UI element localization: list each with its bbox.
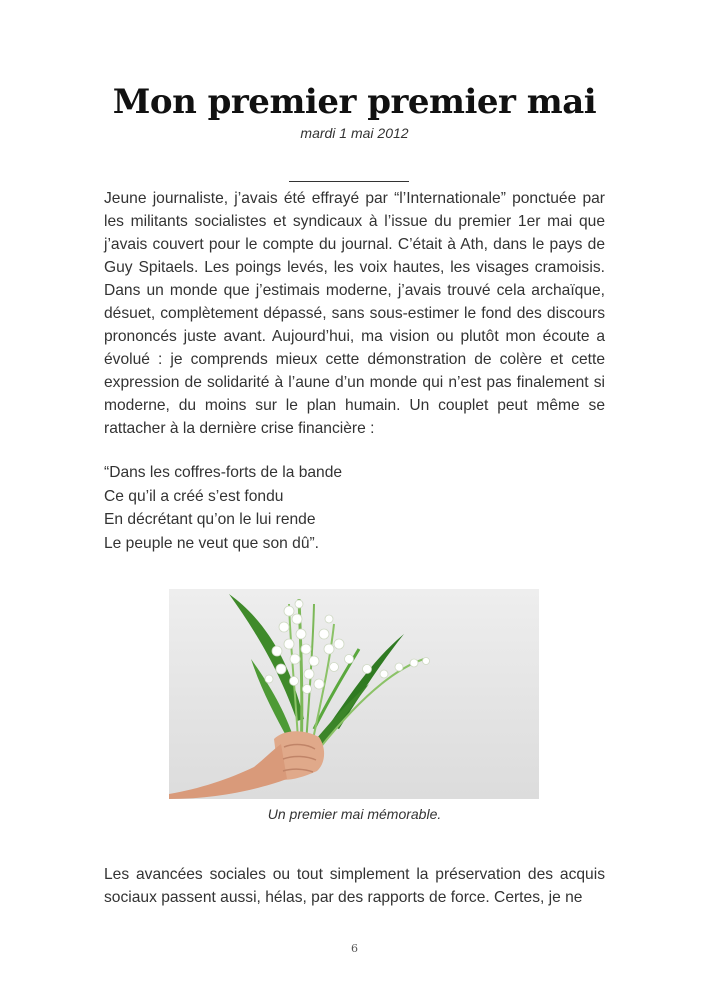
title-divider xyxy=(289,181,409,182)
verse-line: Ce qu’il a créé s’est fondu xyxy=(104,487,284,505)
article-title: Mon premier premier mai xyxy=(112,82,597,122)
verse-line: Le peuple ne veut que son dû”. xyxy=(104,534,320,552)
paragraph-intro: Jeune journaliste, j’avais été effrayé par “l’Internationale” ponctuée par les militants socialistes et syndicaux à l’issue du premier 1er mai que j’avais couvert pour le compte du journal. C’était à Ath, dans le pays de Guy Spitaels. Les poings levés, les voix hautes, les visages cramoisis. Dans un monde que j’estimais moderne, j’avais trouvé cela archaïque, désuet, complètement dépassé, sans sous-estimer le fond des discours prononcés juste avant. Aujourd’hui, ma vision ou plutôt mon écoute a évolué : je comprends mieux cette démonstration de colère et cette expression de solidarité à l’aune d’un monde qui n’est pas finalement si moderne, du moins sur le plan humain. Un couplet peut même se rattacher à la dernière crise financière : xyxy=(104,190,605,437)
verse-line: En décrétant qu’on le lui rende xyxy=(104,511,316,528)
song-verse xyxy=(104,461,605,555)
lily-of-the-valley-photo xyxy=(169,589,539,799)
article-date: mardi 1 mai 2012 xyxy=(300,125,409,141)
paragraph-continuation: Les avancées sociales ou tout simplement la préservation des acquis sociaux passent aussi, hélas, par des rapports de force. Certes, je ne xyxy=(104,866,605,906)
page-number: 6 xyxy=(351,942,358,955)
figure-caption: Un premier mai mémorable. xyxy=(267,806,442,822)
verse-line: “Dans les coffres-forts de la bande xyxy=(104,464,343,481)
